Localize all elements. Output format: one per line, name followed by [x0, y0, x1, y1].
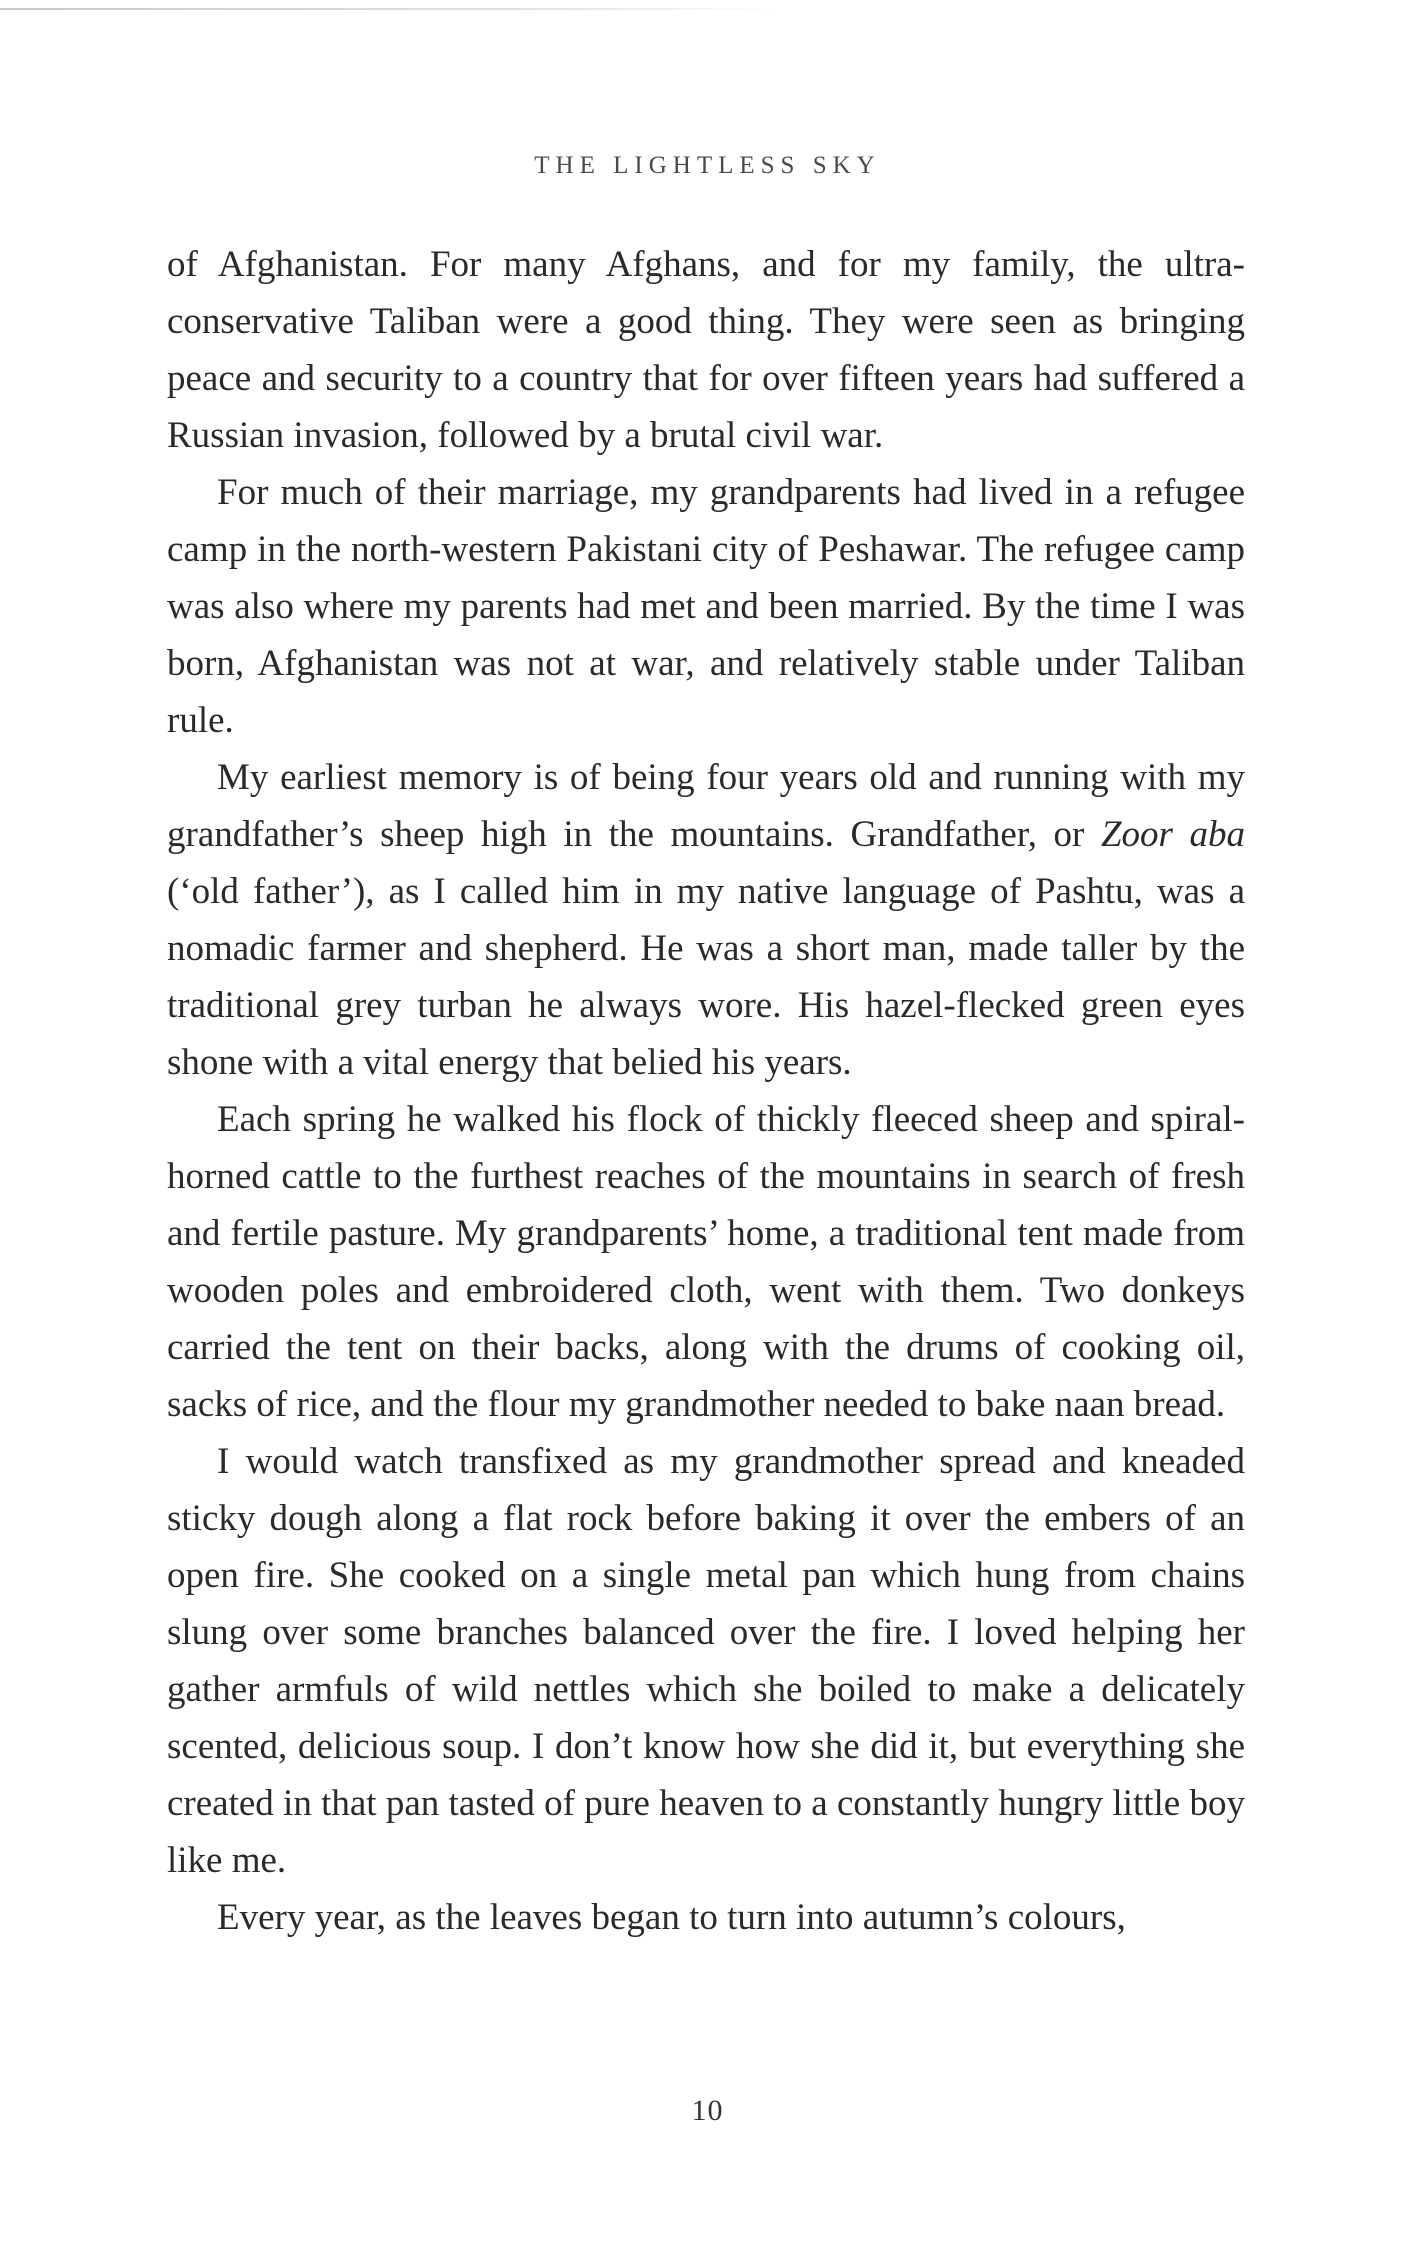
page-edge-rule [0, 8, 780, 10]
body-text [167, 236, 1245, 1946]
paragraph-3-end: (‘old father’), as I called him in my native language of Pashtu, was a nomadic farmer and shepherd. He was a short man, made taller by the traditional grey turban he always wore. His hazel-flecked green eyes shone with a vital energy that belied his years. [167, 871, 1245, 1083]
paragraph-3-start: My earliest memory is of being four years old and running with my grandfather’s sheep high in the mountains. Grandfather, or [167, 757, 1245, 855]
paragraph-4: Each spring he walked his flock of thickly fleeced sheep and spiral-horned cattle to the furthest reaches of the mountains in search of fresh and fertile pasture. My grandparents’ home, a traditional tent made from wooden poles and embroidered cloth, went with them. Two donkeys carried the tent on their backs, along with the drums of cooking oil, sacks of rice, and the flour my grandmother needed to bake naan bread. [167, 1099, 1245, 1425]
paragraph-5: I would watch transfixed as my grandmother spread and kneaded sticky dough along a flat rock before baking it over the embers of an open fire. She cooked on a single metal pan which hung from chains slung over some branches balanced over the fire. I loved helping her gather armfuls of wild nettles which she boiled to make a delicately scented, delicious soup. I don’t know how she did it, but everything she created in that pan tasted of pure heaven to a constantly hungry little boy like me. [167, 1441, 1245, 1881]
italic-term-zoor-aba: Zoor aba [1100, 814, 1245, 855]
paragraph-3 [167, 749, 1245, 1091]
running-head: THE LIGHTLESS SKY [534, 152, 881, 179]
paragraph-6: Every year, as the leaves began to turn into autumn’s colours, [217, 1897, 1126, 1938]
page-number: 10 [691, 2094, 724, 2127]
paragraph-1: of Afghanistan. For many Afghans, and for my family, the ultra-conservative Taliban were a good thing. They were seen as bringing peace and security to a country that for over fifteen years had suffered a Russian invasion, followed by a brutal civil war. [167, 244, 1245, 456]
paragraph-2: For much of their marriage, my grandparents had lived in a refugee camp in the north-western Pakistani city of Peshawar. The refugee camp was also where my parents had met and been married. By the time I was born, Afghanistan was not at war, and relatively stable under Taliban rule. [167, 472, 1245, 741]
